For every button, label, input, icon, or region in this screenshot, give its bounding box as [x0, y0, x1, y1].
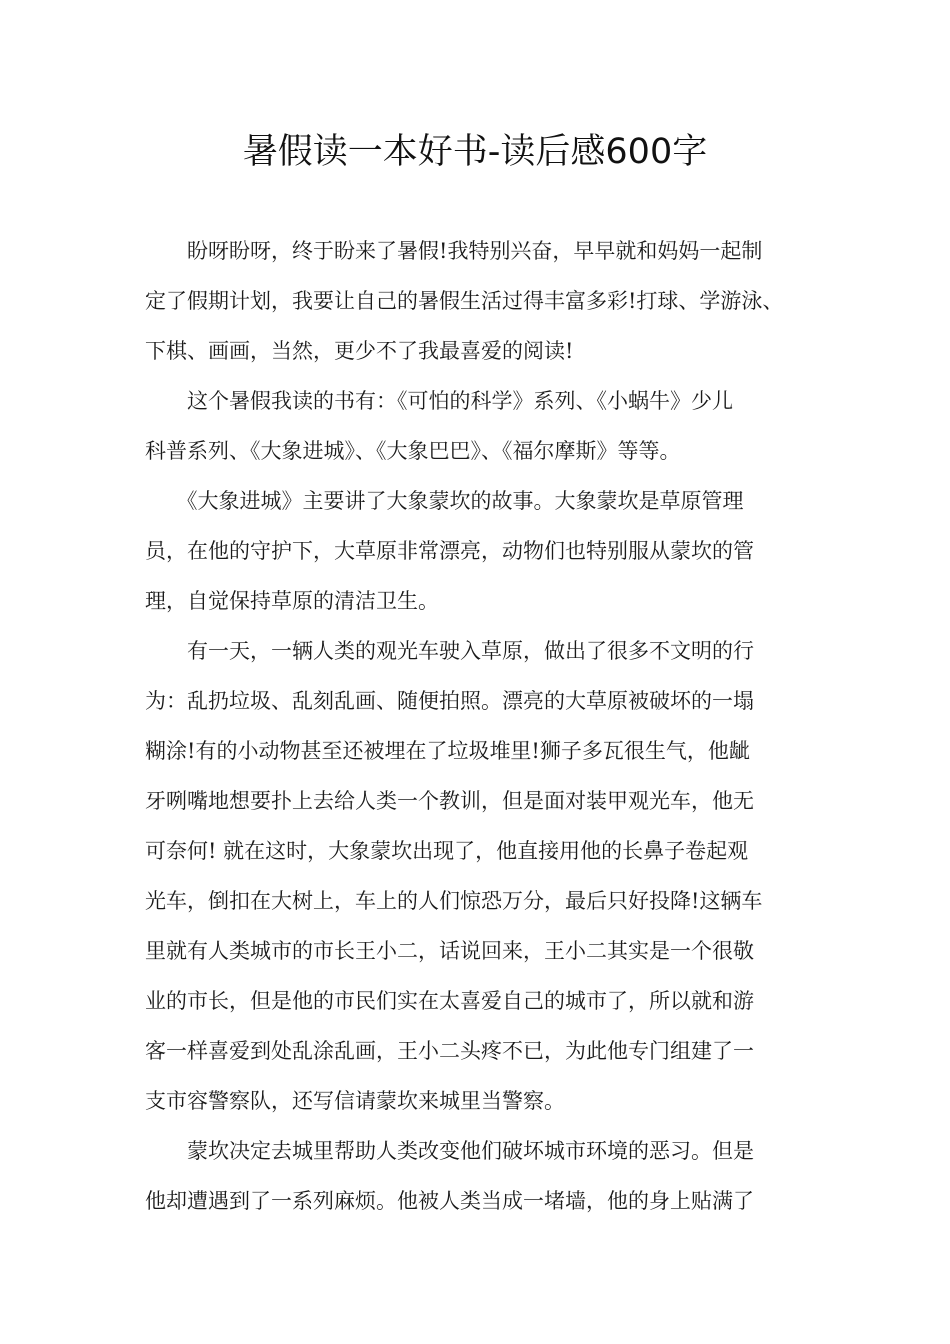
text-line: 里就有人类城市的市长王小二，话说回来，王小二其实是一个很敬: [145, 939, 754, 963]
text-line: 蒙坎决定去城里帮助人类改变他们破坏城市环境的恶习。但是: [145, 1139, 754, 1163]
text-line: 科普系列、《大象进城》、《大象巴巴》、《福尔摩斯》等等。: [145, 439, 681, 463]
text-line: 员，在他的守护下，大草原非常漂亮，动物们也特别服从蒙坎的管: [145, 539, 754, 563]
text-line: 有一天，一辆人类的观光车驶入草原，做出了很多不文明的行: [145, 639, 754, 663]
text-line: 理，自觉保持草原的清洁卫生。: [145, 589, 439, 613]
text-line: 光车，倒扣在大树上，车上的人们惊恐万分，最后只好投降!这辆车: [145, 889, 763, 913]
text-line: 可奈何! 就在这时，大象蒙坎出现了，他直接用他的长鼻子卷起观: [145, 839, 749, 863]
text-line: 客一样喜爱到处乱涂乱画，王小二头疼不已，为此他专门组建了一: [145, 1039, 754, 1063]
text-line: 糊涂!有的小动物甚至还被埋在了垃圾堆里!狮子多瓦很生气，他龇: [145, 739, 750, 763]
text-line: 下棋、画画，当然，更少不了我最喜爱的阅读!: [145, 339, 574, 363]
document-body: [145, 226, 821, 1226]
text-line: 支市容警察队，还写信请蒙坎来城里当警察。: [145, 1089, 565, 1113]
text-line: 这个暑假我读的书有：《可怕的科学》系列、《小蜗牛》少儿: [145, 389, 733, 413]
text-line: 《大象进城》主要讲了大象蒙坎的故事。大象蒙坎是草原管理: [145, 489, 744, 513]
text-line: 为：乱扔垃圾、乱刻乱画、随便拍照。漂亮的大草原被破坏的一塌: [145, 689, 754, 713]
text-line: 盼呀盼呀，终于盼来了暑假!我特别兴奋，早早就和妈妈一起制: [145, 239, 763, 263]
text-line: 牙咧嘴地想要扑上去给人类一个教训，但是面对装甲观光车，他无: [145, 789, 754, 813]
text-line: 定了假期计划，我要让自己的暑假生活过得丰富多彩!打球、学游泳、: [145, 289, 784, 313]
text-line: 他却遭遇到了一系列麻烦。他被人类当成一堵墙，他的身上贴满了: [145, 1189, 754, 1213]
document-title: 暑假读一本好书-读后感600字: [242, 132, 708, 172]
text-line: 业的市长，但是他的市民们实在太喜爱自己的城市了，所以就和游: [145, 989, 754, 1013]
